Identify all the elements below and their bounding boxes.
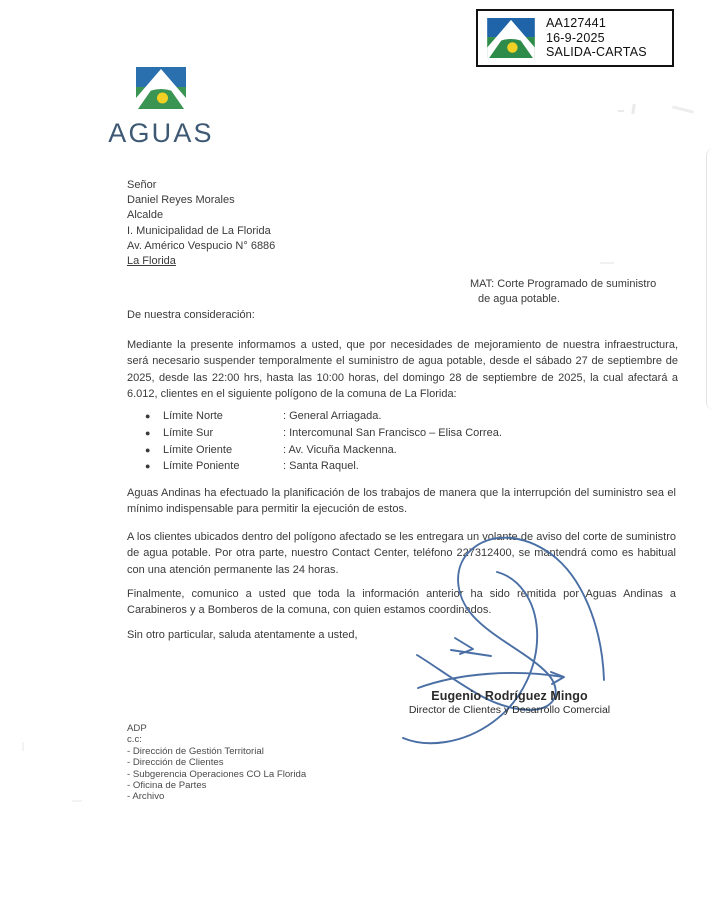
distribution-block: [127, 723, 306, 803]
cc-label: c.c:: [127, 734, 142, 746]
boundary-name: Límite Oriente: [163, 443, 233, 456]
scan-page-edge-artifact: [706, 148, 716, 410]
aguas-mountain-sun-logo-icon: [487, 18, 535, 58]
cc-recipient: - Subgerencia Operaciones CO La Florida: [127, 768, 307, 780]
recipient-address-block: [127, 178, 275, 269]
subject-line-1: MAT: Corte Programado de suministro: [470, 278, 657, 290]
recipient-street-address: Av. Américo Vespucio N° 6886: [127, 239, 276, 252]
boundary-value: : Intercomunal San Francisco – Elisa Correa.: [283, 426, 502, 439]
signer-name: Eugenio Rodríguez Mingo: [431, 689, 588, 703]
scan-smudge-artifact: [672, 105, 694, 113]
bullet-icon: ●: [145, 427, 151, 438]
list-item: [145, 458, 502, 475]
bullet-icon: ●: [145, 411, 151, 421]
boundary-name: Límite Sur: [163, 426, 214, 439]
brand-name: AGUAS: [108, 118, 214, 148]
letterhead: [99, 67, 223, 149]
boundary-list: [145, 408, 502, 475]
scan-smudge-artifact: [72, 800, 82, 802]
recipient-salutation: Señor: [127, 179, 157, 191]
boundary-value: : General Arriagada.: [283, 410, 382, 422]
scan-smudge-artifact: [618, 110, 624, 112]
signer-title: Director de Clientes y Desarrollo Comercial: [408, 704, 611, 716]
stamp-category: SALIDA-CARTAS: [546, 45, 647, 60]
boundary-name: Límite Norte: [163, 410, 223, 422]
boundary-name: Límite Poniente: [163, 460, 240, 473]
recipient-name: Daniel Reyes Morales: [127, 194, 235, 207]
cc-recipient: - Dirección de Gestión Territorial: [127, 745, 264, 757]
subject-line-2: de agua potable.: [478, 293, 560, 305]
cc-recipient: - Dirección de Clientes: [127, 757, 224, 769]
boundary-value: : Santa Raquel.: [283, 460, 359, 473]
recipient-role: Alcalde: [127, 209, 164, 222]
stamp-date: 16-9-2025: [546, 30, 605, 45]
bullet-icon: ●: [145, 461, 151, 472]
recipient-organization: I. Municipalidad de La Florida: [127, 224, 271, 237]
bullet-icon: ●: [145, 444, 151, 455]
subject-line: [470, 277, 685, 307]
list-item: [145, 425, 502, 442]
stamp-reference: AA127441: [546, 16, 606, 31]
cc-recipient: - Archivo: [127, 791, 165, 803]
list-item: [145, 442, 502, 459]
scan-smudge-artifact: [631, 104, 635, 114]
reception-stamp: [476, 9, 674, 67]
cc-recipient: - Oficina de Partes: [127, 780, 207, 792]
letter-paragraph-3: Aguas Andinas ha efectuado la planificación de los trabajos de manera que la interrupción del suministro sea el mínimo indispensable para permitir la ejecución de estos.: [127, 487, 676, 516]
scan-smudge-artifact: [600, 262, 614, 264]
letter-closing: Sin otro particular, saluda atentamente a usted,: [127, 629, 358, 641]
signature-block: [383, 689, 636, 716]
letter-paragraph-5: Finalmente, comunico a usted que toda la información anterior ha sido remitida por Aguas Andinas a Carabineros y a Bomberos de la comuna, con quien estamos coordinados.: [127, 588, 676, 617]
letter-paragraph-1: Mediante la presente informamos a usted, que por necesidades de mejoramiento de nuestra infraestructura, será necesario suspender temporalmente el suministro de agua potable, desde el sábado 27 de septiembre de 2025, desde las 22:00 hrs, hasta las 10:00 horas, del domingo 28 de septiembre de 2025, la cual afectará a 6.012, clientes en el siguiente polígono de la comuna de La Florida:: [127, 339, 678, 401]
letter-paragraph-4: A los clientes ubicados dentro del polígono afectado se les entregara un volante de aviso del corte de suministro de agua potable. Por otra parte, nuestro Contact Center, teléfono 227312400, se mantendrá como es habitual con una atención permanente las 24 horas.: [127, 531, 676, 576]
letter-greeting: De nuestra consideración:: [127, 309, 255, 321]
recipient-comuna: La Florida: [127, 255, 176, 268]
boundary-value: : Av. Vicuña Mackenna.: [283, 443, 397, 456]
aguas-mountain-sun-logo-icon: [136, 67, 186, 109]
author-initials: ADP: [127, 723, 147, 734]
list-item: [145, 408, 502, 425]
scan-smudge-artifact: [22, 742, 24, 751]
